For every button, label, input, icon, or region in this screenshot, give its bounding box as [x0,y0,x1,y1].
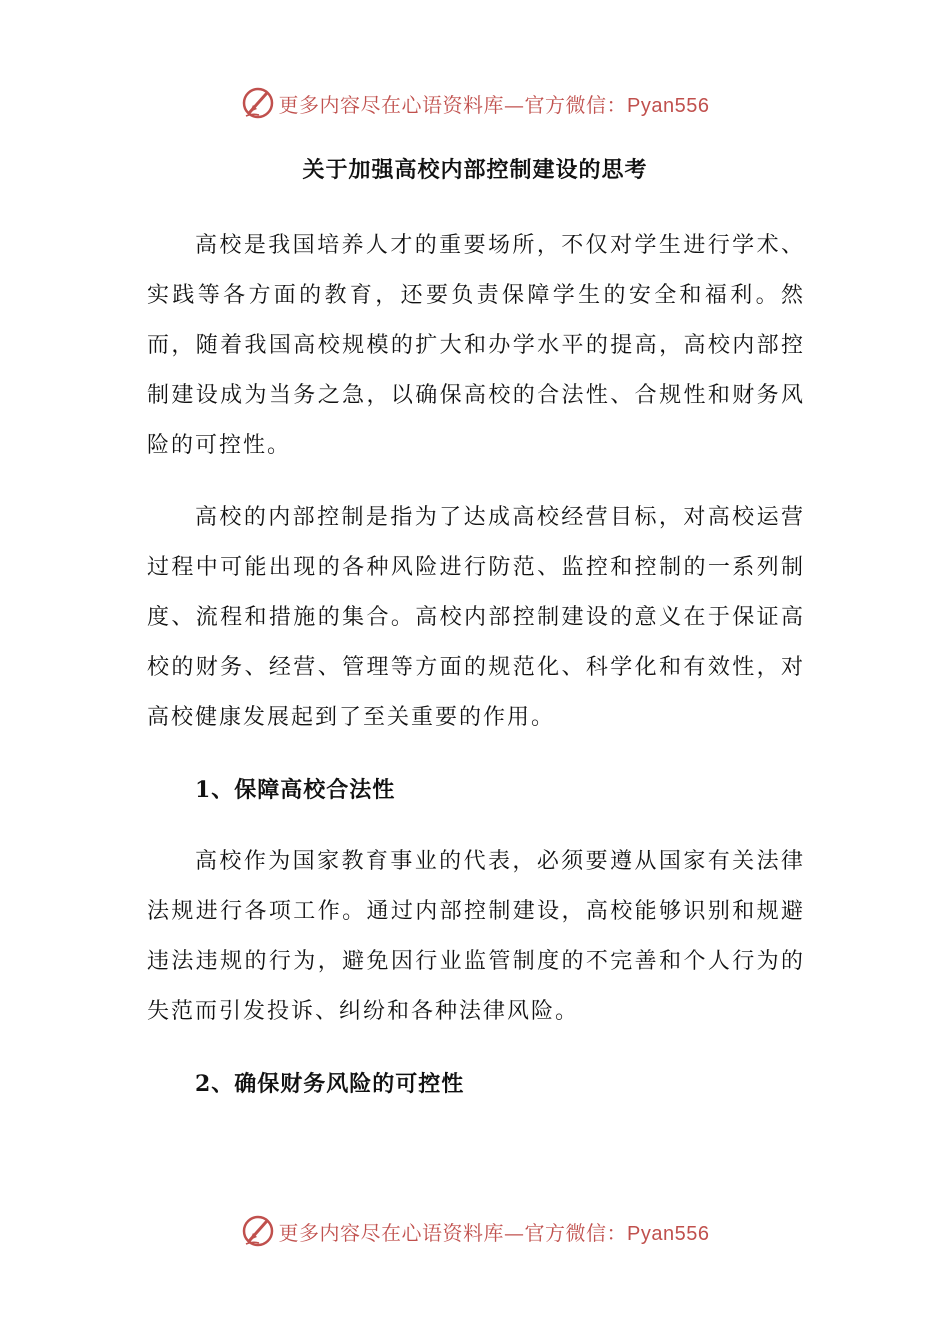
paragraph: 高校是我国培养人才的重要场所，不仅对学生进行学术、实践等各方面的教育，还要负责保障学生的安全和福利。然而，随着我国高校规模的扩大和办学水平的提高，高校内部控制建设成为当务之急，以确保高校的合法性、合规性和财务风险的可控性。 [147,233,805,458]
pen-logo-icon [241,86,275,120]
banner-promo-text: 更多内容尽在心语资料库—官方微信： [278,1220,628,1245]
banner-promo-text: 更多内容尽在心语资料库—官方微信： [278,92,628,117]
section-heading: 1、保障高校合法性 [195,777,396,803]
section-heading: 2、确保财务风险的可控性 [195,1071,465,1097]
header-banner-text [279,89,710,118]
paragraph: 高校的内部控制是指为了达成高校经营目标，对高校运营过程中可能出现的各种风险进行防范、监控和控制的一系列制度、流程和措施的集合。高校内部控制建设的意义在于保证高校的财务、经营、管理等方面的规范化、科学化和有效性，对高校健康发展起到了至关重要的作用。 [147,505,805,730]
banner-wechat-id: Pyan556 [627,94,710,117]
document-body [147,221,805,1109]
footer-banner [0,1211,950,1251]
banner-wechat-id: Pyan556 [627,1222,710,1245]
pen-logo-icon [241,1214,275,1248]
header-banner [0,83,950,123]
paragraph: 高校作为国家教育事业的代表，必须要遵从国家有关法律法规进行各项工作。通过内部控制建设，高校能够识别和规避违法违规的行为，避免因行业监管制度的不完善和个人行为的失范而引发投诉、纠纷和各种法律风险。 [147,849,805,1024]
footer-banner-text [279,1217,710,1246]
document-title: 关于加强高校内部控制建设的思考 [302,157,648,183]
